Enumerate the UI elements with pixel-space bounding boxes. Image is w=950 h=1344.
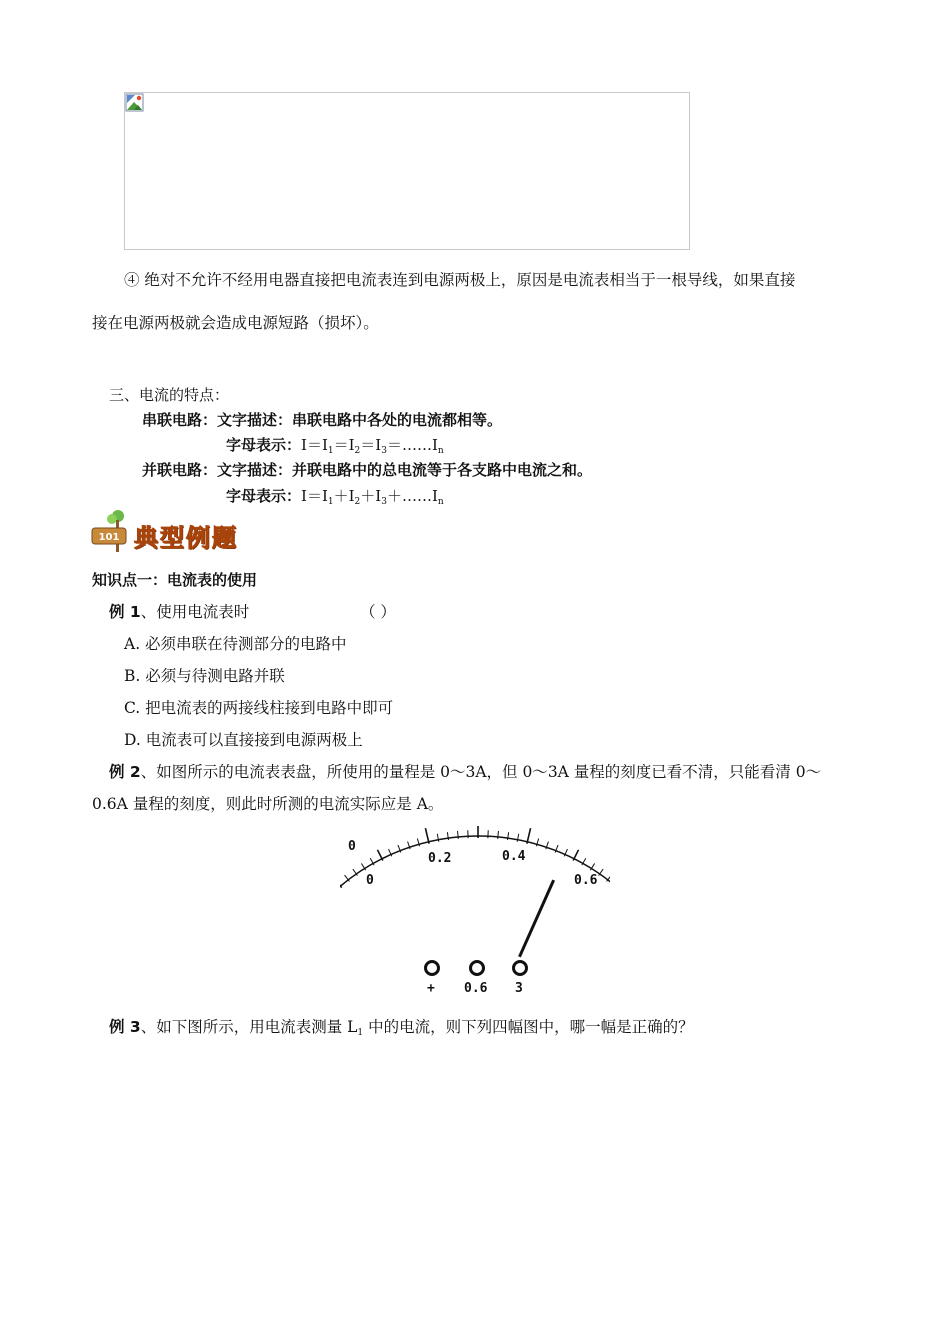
parallel-circuit-line (142, 459, 592, 480)
terminal-3 (514, 962, 527, 997)
svg-text:3: 3 (515, 981, 523, 996)
letter-label-2: 字母表示： (226, 487, 302, 505)
example-1-text: 、使用电流表时 (140, 603, 250, 621)
text-desc-label-2: 文字描述： (217, 461, 293, 479)
scale-label-0-2: 0.2 (428, 851, 452, 866)
scale-label-0-4: 0.4 (502, 849, 526, 864)
example-1-question (109, 602, 249, 622)
option-d: D. 电流表可以直接接到电源两极上 (124, 731, 363, 749)
parallel-formula: $I=I_1+I_2+I_3+\dots\dots I_n$ (301, 487, 444, 507)
series-formula: $I=I_1=I_2=I_3=\dots\dots I_n$ (301, 436, 444, 456)
example-2-line-1 (109, 762, 821, 782)
example-1-bracket: （ ） (360, 603, 396, 621)
parallel-label: 并联电路： (142, 461, 218, 479)
example-2-line-2: 0.6A 量程的刻度，则此时所测的电流实际应是 A。 (92, 795, 444, 813)
option-a: A. 必须串联在待测部分的电路中 (124, 635, 347, 653)
dial-top-zero: 0 (348, 839, 356, 854)
series-formula-line (226, 434, 444, 456)
terminal-0-6 (464, 962, 488, 997)
typical-examples-logo (88, 506, 278, 556)
logo-badge: 101 (98, 532, 120, 543)
dial-needle (519, 880, 553, 957)
dial-tick (498, 831, 499, 839)
svg-text:0.6: 0.6 (464, 981, 488, 996)
text-desc-label: 文字描述： (217, 411, 293, 429)
terminal-plus (426, 962, 439, 997)
example-3-label: 例 3 (109, 1018, 141, 1036)
note-4-line-2: 接在电源两极就会造成电源短路（损坏）。 (92, 314, 379, 332)
section-3-title: 三、电流的特点： (109, 386, 230, 404)
logo-text: 典型例题 (134, 524, 238, 552)
scale-label-0-6: 0.6 (574, 873, 598, 888)
example-2-label: 例 2 (109, 763, 141, 781)
series-text: 串联电路中各处的电流都相等。 (292, 411, 503, 429)
parallel-formula-line (226, 485, 444, 507)
series-label: 串联电路： (142, 411, 218, 429)
example-1-label: 例 1 (109, 603, 141, 621)
knowledge-point-title: 知识点一：电流表的使用 (92, 571, 258, 589)
terminal-3-icon (514, 962, 527, 975)
ammeter-dial (340, 818, 610, 998)
scale-label-0: 0 (366, 873, 374, 888)
option-c: C. 把电流表的两接线柱接到电路中即可 (124, 699, 394, 717)
parallel-text: 并联电路中的总电流等于各支路中电流之和。 (292, 461, 593, 479)
note-4-line-1: ④ 绝对不允许不经用电器直接把电流表连到电源两极上，原因是电流表相当于一根导线，如果直接 (124, 271, 796, 289)
terminal-plus-icon (426, 962, 439, 975)
dial-ticks (340, 826, 610, 888)
example-3-question: 例 3、如下图所示，用电流表测量 $L_1$ 中的电流，则下列四幅图中，哪一幅是正确的？ (109, 1018, 694, 1038)
tree-sign-icon (88, 506, 136, 556)
svg-text:+: + (427, 981, 435, 996)
dial-arc (340, 836, 610, 886)
option-b: B. 必须与待测电路并联 (124, 667, 285, 685)
broken-image-icon (125, 93, 145, 113)
example-2-text-1: 、如图所示的电流表表盘，所使用的量程是 0～3A，但 0～3A 量程的刻度已看不清，只能看清 0～ (140, 763, 822, 781)
terminal-0-6-icon (471, 962, 484, 975)
series-circuit-line (142, 409, 502, 430)
letter-label: 字母表示： (226, 436, 302, 454)
image-placeholder (124, 92, 690, 250)
dial-tick (458, 831, 459, 839)
